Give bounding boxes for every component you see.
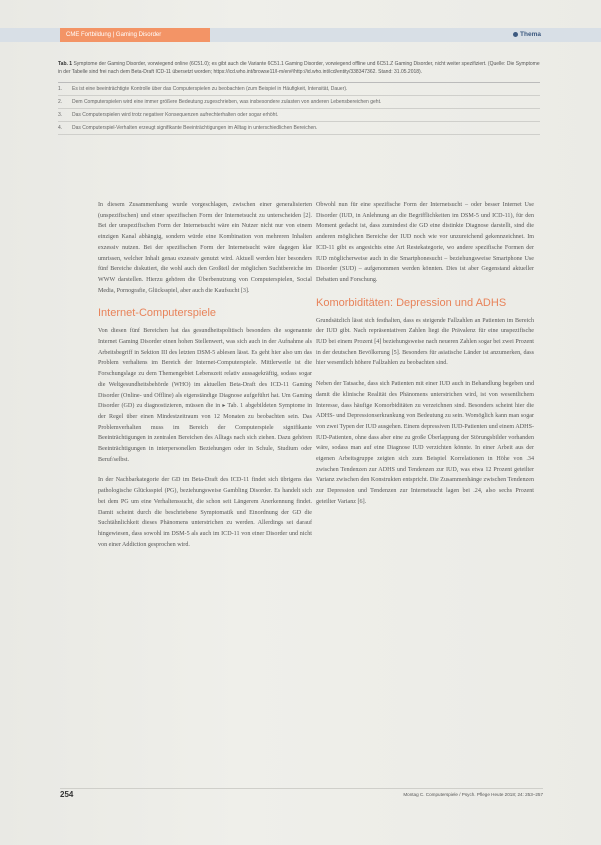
right-paragraph-3: Neben der Tatsache, dass sich Patienten mit einer IUD auch in Behandlung begeben und damit die klinische Realität des Phänomens unterstrichen wird, ist von wesentlichem Interesse, dass häufige Komorbiditäten zu verzeichnen sind. Besonders scheint hier die ADHS- und Depressionserkrankung von Bedeutung zu sein. Womöglich kann man sogar von zwei Typen der IUD ausgehen. Einem depressiven IUD-Patienten und einem ADHS-IUD-Patienten, ohne dass aber eine zu große Überlappung der Störungsbilder vorhanden wäre, sodass man auf eine Diagnose IUD verzichten könnte. In einer Arbeit aus der eigenen Arbeitsgruppe zeigten sich zum Beispiel Korrelationen in Höhe von .34 zwischen Tendenzen zur ADHS und Tendenzen zur IUD, was etwa 12 Prozent geteilter Varianz zwischen den Konstrukten entspricht. Die Zusammenhänge zwischen Tendenzen zur Depression und Tendenzen zur Internetsucht lagen bei .24, also sechs Prozent geteilter Varianz [6]. [316,381,534,505]
left-column [98,200,312,560]
thema-dot-icon [513,32,518,37]
table-row-text: Dem Computerspielen wird eine immer größere Bedeutung zugeschrieben, was insbesondere zulasten von anderen Lebensbereichen geht. [72,99,382,105]
header-section-tab: CME Fortbildung | Gaming Disorder [60,28,210,42]
table-row-number: 3. [58,112,63,118]
table-caption-label: Tab. 1 [58,61,73,67]
table-row-number: 2. [58,99,63,105]
section-heading-internet-computerspiele: Internet-Computerspiele [98,307,217,320]
table-caption-text: Symptome der Gaming Disorder, vorwiegend online (6C51.0); es gibt auch die Variante 6C51.1 Gaming Disorder, vorwiegend offline und 6C51.Z Gaming Disorder, nicht weiter spezifiziert. (Quelle: Die Symptome in der Tabelle sind frei nach dem Beta-Draft ICD-11 übersetzt worden; https://icd.who.int/browse11/l-m/en#/http://id.who.int/icd/entity/338347362. Stand: 31.05.2018). [58,61,540,75]
left-paragraph-2: Von diesen fünf Bereichen hat das gesundheitspolitisch besonders die sogenannte Internet Gaming Disorder einen hohen Stellenwert, was sich auch in der Aufnahme als Arbeitsbegriff in Sektion III des letzten DSM-5 ablesen lässt. Es geht hier also um das Problem verhaltens im Bereich der Internet-Computerspiele. Mittlerweile ist die Forschungslage zu dem Themengebiet Lebenszeit relativ aussagekräftig, sodass sogar die Weltgesundheitsbehörde (WHO) im aktuellen Beta-Draft des ICD-11 Gaming Disorder (Online- und Offline) als eigenständige Diagnose aufgeführt hat. Um Gaming Disorder (GD) zu diagnostizieren, müssen die in ▸ Tab. 1 abgebildeten Symptome in der Regel über einen Mindestzeitraum von 12 Monaten zu beobachten sein. Das Problemverhalten muss im Bereich der Computerspiele signifikante Beeinträchtigungen in zentralen Bereichen des Alltags nach sich ziehen. Dazu gehören Beeinträchtigungen in interpersonellen Beziehungen oder in Schule, Studium oder Beruf/selbst. [98,328,312,463]
symptom-table [58,60,540,135]
table-row [58,83,540,96]
right-column [316,200,534,518]
thema-label [513,28,541,42]
table-caption [58,60,540,83]
right-paragraph-1: Obwohl nun für eine spezifische Form der Internetsucht – oder besser Internet Use Disorder (IUD, in Anlehnung an die Begrifflichkeiten im DSM-5 und ICD-11), für den Moment gedacht ist, dass zumindest die GD eine distinkte Diagnose darstellt, sind die anderen möglichen Bereiche der IUD noch wie vor unzureichend gekennzeichnet. Im ICD-11 gibt es angesichts eine Art Restekategorie, wo andere spezifische Formen der IUD möglicherweise auch in die Smartphonesucht – beziehungsweise Smartphone Use Disorder (SUD) – aufgenommen werden könnten. Dies ist aber Gegenstand aktueller Debatten und Forschung. [316,202,534,283]
table-row-text: Das Computerspiel-Verhalten erzeugt signifikante Beeinträchtigungen im Alltag in unterschiedlichen Bereichen. [72,125,318,131]
table-row-number: 4. [58,125,63,131]
page-number: 254 [60,790,74,799]
table-row-text: Es ist eine beeinträchtigte Kontrolle über das Computerspielen zu beobachten (zum Beispiel in Häufigkeit, Intensität, Dauer). [72,86,348,92]
left-paragraph-1: In diesem Zusammenhang wurde vorgeschlagen, zwischen einer generalisierten (unspezifischen) und einer spezifischen Form der Internetsucht zu unterscheiden [2]. Bei der unspezifischen Form der Internetsucht wäre ein Nutzer nicht nur von einem einzigen Kanal abhängig, sondern würde eine Kombination von mehreren Inhalten exzessiv nutzen. Bei der spezifischen Form der Internetsucht wäre dagegen klar umrissen, welcher Inhalt genau exzessiv genutzt wird. Aktuell werden hier besonders fünf Bereiche diskutiert, die wohl auch den Großteil der möglichen Suchtbereiche im WWW darstellen. Hierzu gehören die Überbenutzung von Computerspielen, Social Media, Pornografie, Glücksspiel, aber auch die Kaufsucht [3]. [98,202,312,294]
table-row [58,109,540,122]
table-row [58,96,540,109]
right-paragraph-2: Grundsätzlich lässt sich festhalten, dass es steigende Fallzahlen an Patienten im Bereich der IUD gibt. Nach repräsentativen Zahlen liegt die Prävalenz für eine unspezifische IUD bei einem Prozent [4] beziehungsweise nach neueren Zahlen sogar bei zwei Prozent in der deutschen Bevölkerung [5]. Besonders für asiatische Länder ist anzumerken, dass hier wesentlich höhere Fallzahlen zu beobachten sind. [316,317,534,367]
table-row-text: Das Computerspielen wird trotz negativer Konsequenzen aufrechterhalten oder sogar erhöht. [72,112,279,118]
table-row [58,122,540,135]
section-heading-komorbiditaeten: Komorbiditäten: Depression und ADHS [316,296,507,309]
left-paragraph-3: In der Nachbarkategorie der GD im Beta-Draft des ICD-11 findet sich übrigens das pathologische Glücksspiel (PG), beziehungsweise Gambling Disorder. Es handelt sich bei dem PG um eine Verhaltenssucht, die schon seit Längerem Anerkennung findet. Damit scheint durch die beschriebene Symptomatik und Einordnung der GD die Suchtähnlichkeit dieses Phänomens unterstrichen zu werden. Allerdings sei darauf hingewiesen, dass sowohl im DSM-5 als auch im ICD-11 von einer Disorder und nicht von einer Addiction gesprochen wird. [98,477,312,548]
thema-text: Thema [520,31,541,38]
table-row-number: 1. [58,86,63,92]
footer-divider [60,788,543,789]
footer-citation: Montag C. Computerspiele / Psych. Pflege Heute 2018; 24: 253–257 [403,792,543,797]
